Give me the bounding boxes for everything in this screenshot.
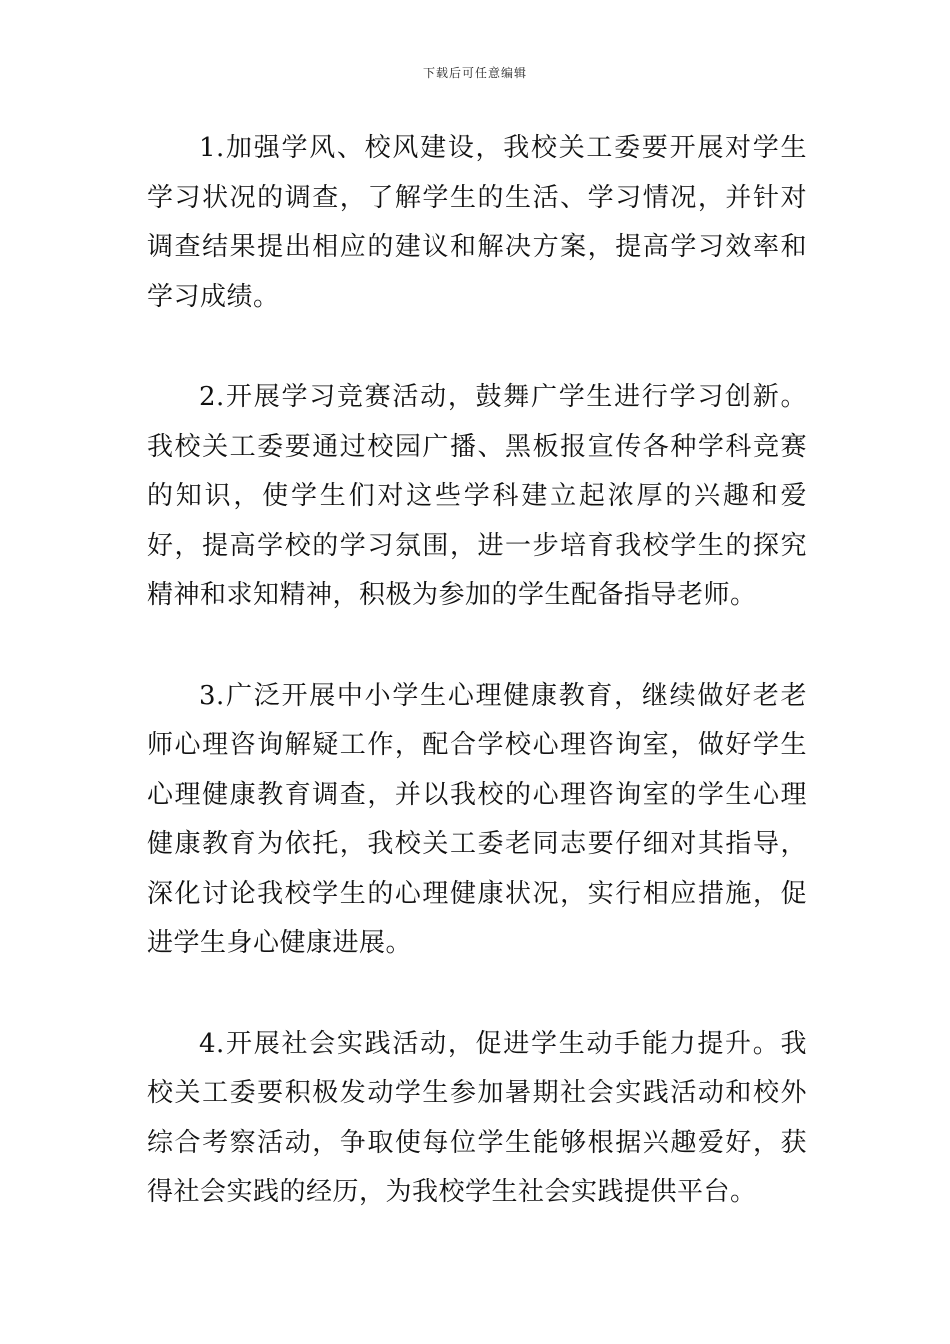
paragraph-3: 3.广泛开展中小学生心理健康教育，继续做好老老师心理咨询解疑工作，配合学校心理咨询室，做好学生心理健康教育调查，并以我校的心理咨询室的学生心理健康教育为依托，我校关工委老同志要仔细对其指导，深化讨论我校学生的心理健康状况，实行相应措施，促进学生身心健康进展。 xyxy=(147,680,807,958)
paragraph-4: 4.开展社会实践活动，促进学生动手能力提升。我校关工委要积极发动学生参加暑期社会实践活动和校外综合考察活动，争取使每位学生能够根据兴趣爱好，获得社会实践的经历，为我校学生社会实践提供平台。 xyxy=(147,1028,807,1207)
document-body xyxy=(147,124,807,1269)
paragraph-1: 1.加强学风、校风建设，我校关工委要开展对学生学习状况的调查，了解学生的生活、学习情况，并针对调查结果提出相应的建议和解决方案，提高学习效率和学习成绩。 xyxy=(147,133,807,312)
page-header: 下载后可任意编辑 xyxy=(422,66,527,80)
paragraph-2: 2.开展学习竞赛活动，鼓舞广学生进行学习创新。我校关工委要通过校园广播、黑板报宣传各种学科竞赛的知识，使学生们对这些学科建立起浓厚的兴趣和爱好，提高学校的学习氛围，进一步培育我校学生的探究精神和求知精神，积极为参加的学生配备指导老师。 xyxy=(147,382,807,610)
